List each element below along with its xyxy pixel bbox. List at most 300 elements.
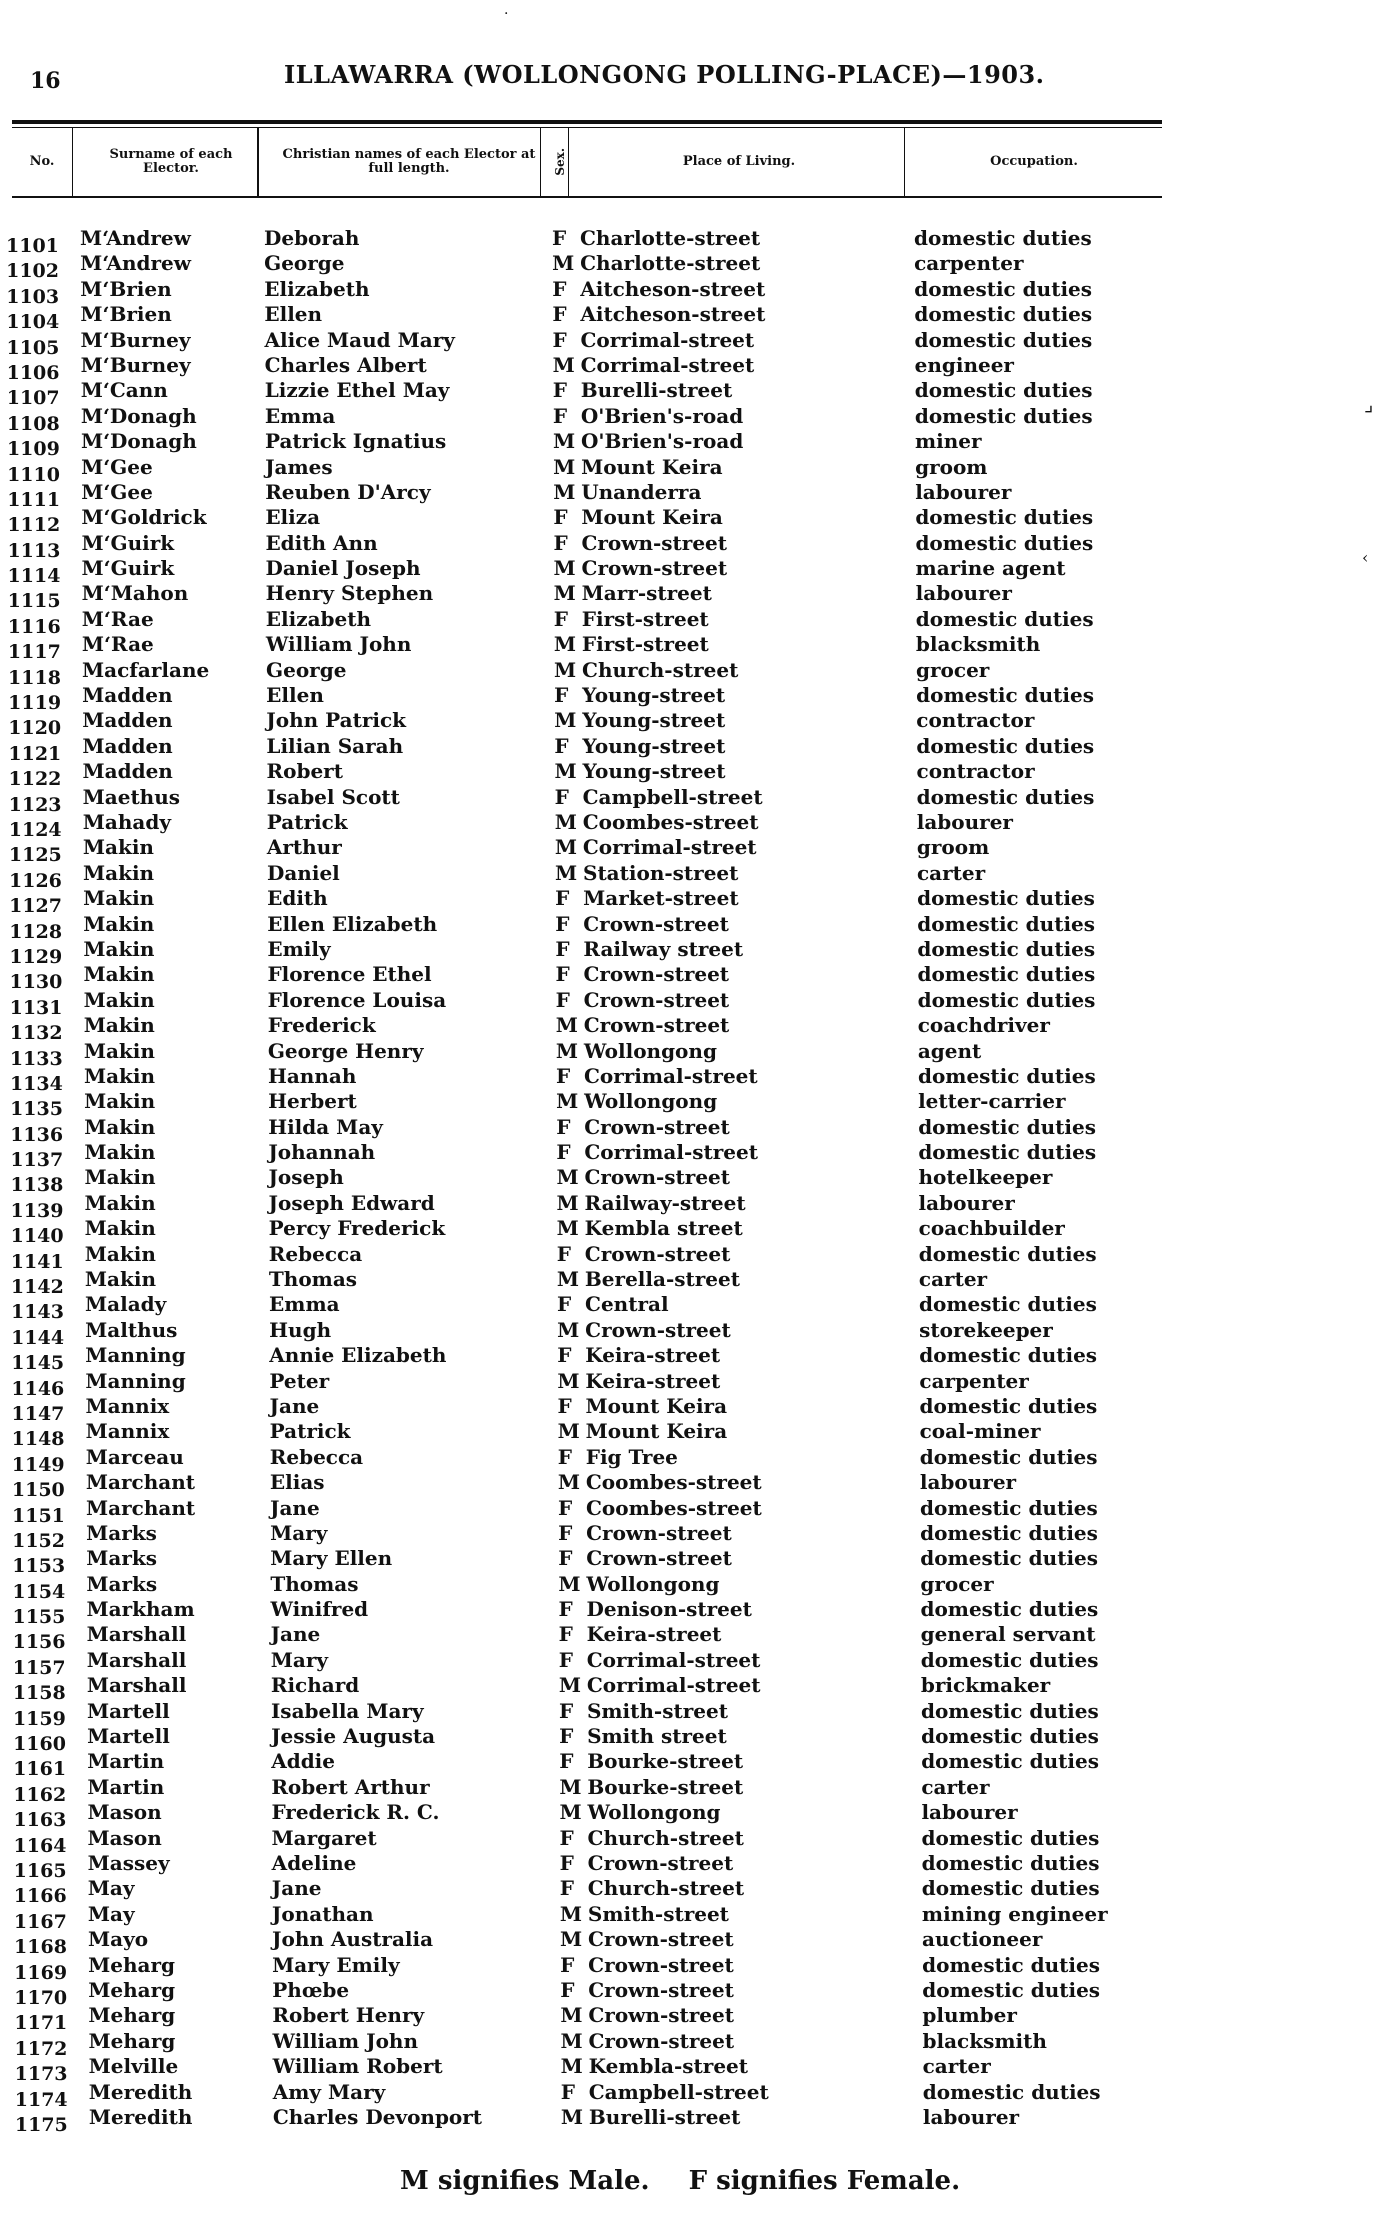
table-row [0,733,1382,765]
elector-place-of-living: Crown-street [588,2003,734,2028]
elector-sex: F [558,1647,573,1672]
elector-place-of-living: Crown-street [588,2028,735,2053]
elector-number: 1145 [11,1352,65,1375]
elector-place-of-living: Keira-street [586,1622,722,1647]
elector-occupation: domestic duties [914,226,1092,250]
elector-occupation: domestic duties [915,505,1094,530]
elector-christian-names: Deborah [264,226,360,250]
table-row [0,429,1382,461]
elector-surname: Makin [83,1013,155,1038]
elector-christian-names: John Patrick [266,708,406,733]
elector-sex: M [557,1419,580,1444]
elector-surname: May [87,1876,135,1901]
elector-sex: M [559,1800,582,1825]
elector-number: 1140 [10,1225,64,1248]
elector-number: 1106 [6,361,60,384]
elector-number: 1102 [6,260,59,283]
elector-surname: Martin [87,1774,165,1799]
table-row [0,708,1382,740]
elector-surname: Makin [83,936,155,961]
elector-christian-names: Edith [267,886,328,911]
elector-place-of-living: Kembla street [584,1216,743,1241]
elector-number: 1150 [11,1479,65,1502]
elector-occupation: mining engineer [921,1901,1108,1926]
header-divider [568,128,569,196]
elector-surname: Manning [85,1368,186,1393]
elector-place-of-living: O'Brien's-road [580,429,744,454]
elector-christian-names: Jane [271,1876,322,1901]
elector-number: 1101 [6,235,59,257]
elector-number: 1127 [9,895,62,918]
header-divider [904,128,905,196]
elector-place-of-living: Charlotte-street [580,226,761,250]
elector-christian-names: Mary Ellen [270,1546,393,1571]
elector-number: 1166 [13,1885,67,1908]
elector-place-of-living: Mount Keira [585,1419,728,1444]
elector-surname: Makin [83,886,155,911]
elector-place-of-living: Marr-street [581,581,712,606]
elector-sex: F [552,276,567,301]
elector-surname: Marshall [86,1647,187,1672]
elector-christian-names: Thomas [270,1571,359,1596]
elector-christian-names: Charles Devonport [272,2104,483,2129]
elector-christian-names: Ellen [264,302,323,327]
elector-number: 1137 [10,1149,64,1172]
elector-christian-names: George [264,251,345,276]
elector-christian-names: Daniel [267,860,340,885]
table-row [0,1495,1382,1527]
table-row [0,352,1382,384]
elector-sex: M [554,708,577,733]
elector-christian-names: Daniel Joseph [265,556,421,581]
elector-place-of-living: Crown-street [586,1520,732,1545]
elector-place-of-living: Campbell-street [588,2079,769,2104]
elector-place-of-living: Burelli-street [588,2104,741,2129]
elector-surname: Makin [84,1267,156,1292]
table-row [0,454,1382,486]
elector-place-of-living: Burelli-street [580,378,733,403]
elector-occupation: domestic duties [917,987,1096,1012]
elector-surname: Meredith [88,2104,193,2129]
elector-place-of-living: Coombes-street [582,809,759,834]
elector-christian-names: Addie [271,1749,335,1774]
elector-place-of-living: Charlotte-street [580,251,761,276]
elector-surname: Makin [84,1216,156,1241]
elector-surname: Manning [85,1343,186,1368]
table-row [0,835,1382,867]
elector-surname: M‘Burney [80,327,191,352]
elector-surname: Meredith [88,2079,193,2104]
elector-christian-names: Henry Stephen [265,581,434,606]
elector-surname: M‘Andrew [80,226,191,250]
elector-sex: M [557,1317,580,1342]
elector-sex: M [553,556,576,581]
elector-occupation: contractor [916,759,1035,784]
elector-surname: M‘Guirk [81,530,175,555]
elector-occupation: plumber [922,2003,1017,2028]
margin-mark: ⌟ [1364,392,1374,416]
elector-christian-names: Frederick R. C. [271,1800,440,1825]
elector-occupation: coachdriver [917,1013,1050,1038]
elector-place-of-living: Crown-street [581,530,728,555]
elector-occupation: domestic duties [916,733,1095,758]
sex-legend [400,2166,990,2196]
elector-sex: F [556,1140,571,1165]
table-row [0,987,1382,1019]
elector-surname: Makin [84,1140,156,1165]
elector-surname: M‘Goldrick [81,505,207,530]
elector-christian-names: Charles Albert [264,352,427,377]
elector-sex: M [560,2054,583,2079]
table-row [0,759,1382,791]
elector-number: 1151 [12,1504,65,1527]
elector-surname: Martell [87,1724,170,1749]
elector-surname: M‘Andrew [80,251,191,276]
elector-sex: M [560,1927,583,1952]
header-surname: Surname of each Elector. [109,147,233,176]
elector-number: 1156 [12,1631,66,1654]
elector-sex: M [559,1774,582,1799]
elector-occupation: labourer [918,1190,1015,1215]
elector-number: 1165 [13,1860,67,1882]
elector-number: 1119 [8,692,62,715]
table-row [0,1851,1382,1882]
elector-place-of-living: Crown-street [588,1952,734,1977]
elector-number: 1171 [14,2012,68,2035]
elector-surname: Makin [83,1063,156,1088]
elector-christian-names: Elizabeth [264,276,370,301]
elector-number: 1120 [8,717,62,740]
elector-christian-names: Hilda May [268,1114,383,1139]
elector-place-of-living: Market-street [583,886,739,911]
table-row [0,1190,1382,1222]
elector-christian-names: Emily [267,936,331,961]
elector-sex: M [556,1216,579,1241]
elector-place-of-living: Crown-street [583,911,729,936]
elector-occupation: labourer [916,809,1013,834]
elector-place-of-living: Denison-street [586,1597,752,1622]
elector-number: 1170 [14,1986,68,2009]
table-row [0,1774,1382,1806]
elector-sex: M [560,2028,583,2053]
elector-place-of-living: Aitcheson-street [580,276,766,301]
header-place: Place of Living. [682,154,796,169]
elector-sex: M [554,759,577,784]
table-row [0,1622,1382,1654]
table-row [0,1317,1382,1349]
elector-place-of-living: First-street [581,606,709,631]
elector-occupation: blacksmith [922,2028,1047,2053]
elector-surname: Makin [82,835,154,860]
elector-occupation: labourer [915,479,1012,504]
elector-occupation: labourer [921,1800,1018,1825]
elector-occupation: domestic duties [917,886,1095,911]
elector-sex: F [552,378,567,403]
table-row [0,302,1382,334]
elector-number: 1118 [8,666,61,689]
table-row [0,2003,1382,2035]
elector-surname: M‘Mahon [81,581,189,606]
elector-place-of-living: Crown-street [586,1546,732,1571]
elector-christian-names: Eliza [265,505,321,530]
elector-place-of-living: Church-street [582,657,739,682]
print-speck: · [504,6,509,22]
elector-number: 1167 [13,1910,67,1933]
elector-surname: Martin [87,1749,165,1774]
elector-occupation: agent [917,1038,982,1063]
elector-place-of-living: Kembla-street [588,2054,749,2079]
elector-occupation: blacksmith [915,632,1041,657]
elector-sex: F [558,1520,573,1545]
elector-sex: F [555,962,570,987]
elector-surname: M‘Rae [81,606,154,631]
elector-surname: Markham [86,1597,195,1622]
elector-number: 1144 [11,1326,65,1349]
elector-sex: F [553,530,568,555]
elector-surname: M‘Rae [81,632,154,657]
elector-occupation: domestic duties [915,530,1094,555]
elector-place-of-living: Crown-street [583,987,730,1012]
elector-number: 1164 [13,1834,67,1857]
elector-christian-names: Emma [269,1292,340,1317]
elector-occupation: domestic duties [922,2079,1101,2104]
elector-place-of-living: Crown-street [581,556,728,581]
elector-place-of-living: Crown-street [588,1927,734,1952]
elector-surname: M‘Gee [81,454,153,479]
elector-occupation: domestic duties [920,1520,1098,1545]
elector-surname: Makin [84,1089,156,1114]
elector-surname: Marshall [86,1622,187,1647]
elector-occupation: domestic duties [919,1343,1098,1368]
elector-place-of-living: Church-street [587,1825,744,1850]
elector-surname: Makin [83,987,155,1012]
elector-surname: Makin [84,1114,156,1139]
elector-occupation: marine agent [915,556,1066,581]
table-row [0,1419,1382,1451]
elector-place-of-living: Church-street [587,1876,745,1901]
elector-surname: Marks [86,1571,158,1596]
elector-sex: F [552,327,567,352]
elector-surname: Marks [86,1520,157,1545]
elector-sex: M [558,1571,581,1596]
elector-surname: Marshall [86,1673,187,1698]
elector-place-of-living: Central [585,1292,669,1317]
elector-number: 1143 [11,1301,64,1324]
elector-christian-names: Florence Louisa [267,987,447,1012]
elector-place-of-living: Crown-street [585,1317,731,1342]
elector-number: 1142 [10,1276,64,1299]
elector-occupation: carter [922,2054,991,2079]
table-row [0,1038,1382,1070]
elector-number: 1147 [11,1402,65,1425]
margin-mark: ‹ [1362,548,1369,567]
elector-surname: Makin [84,1190,156,1215]
elector-place-of-living: Corrimal-street [583,1063,758,1088]
elector-surname: May [87,1901,135,1926]
table-row [0,1241,1382,1273]
elector-number: 1148 [11,1428,65,1451]
elector-sex: F [557,1343,572,1368]
elector-sex: M [553,632,577,657]
elector-christian-names: Lizzie Ethel May [264,378,450,403]
elector-number: 1138 [10,1174,64,1197]
elector-occupation: carter [917,860,986,885]
elector-sex: F [558,1698,574,1723]
table-row [0,1647,1382,1679]
elector-number: 1169 [14,1961,68,1984]
elector-number: 1105 [6,336,60,359]
table-row [0,1368,1382,1400]
elector-occupation: domestic duties [916,683,1094,708]
elector-number: 1157 [12,1656,66,1679]
elector-surname: Massey [87,1851,170,1875]
elector-surname: Makin [83,911,155,936]
elector-occupation: grocer [920,1571,994,1596]
elector-sex: M [560,2003,583,2028]
elector-christian-names: Mary [270,1520,328,1545]
elector-christian-names: Lilian Sarah [266,733,404,758]
elector-sex: F [553,606,568,631]
elector-christian-names: Thomas [268,1267,358,1292]
elector-occupation: hotelkeeper [918,1165,1053,1190]
elector-christian-names: William John [272,2028,418,2053]
elector-place-of-living: Mount Keira [581,505,723,530]
elector-occupation: carter [918,1267,988,1292]
elector-christian-names: Ellen [266,683,324,708]
elector-sex: M [559,1901,583,1926]
elector-occupation: domestic duties [918,1241,1097,1266]
elector-christian-names: George Henry [267,1038,424,1063]
table-row [0,1673,1382,1705]
elector-christian-names: James [265,454,333,479]
elector-christian-names: Jessie Augusta [271,1724,436,1749]
elector-number: 1154 [12,1580,66,1603]
elector-place-of-living: Coombes-street [586,1495,762,1520]
table-row [0,1546,1382,1578]
elector-place-of-living: Wollongong [583,1038,717,1063]
elector-christian-names: Arthur [266,835,342,860]
elector-sex: M [558,1673,581,1698]
elector-place-of-living: Corrimal-street [580,327,755,352]
elector-surname: Mason [87,1825,162,1850]
table-row [0,1520,1382,1552]
elector-sex: M [554,809,577,834]
elector-place-of-living: Mount Keira [581,454,723,479]
elector-occupation: groom [916,835,990,860]
table-row [0,1800,1382,1832]
elector-surname: M‘Donagh [80,429,197,454]
elector-place-of-living: Mount Keira [585,1393,728,1418]
elector-number: 1107 [6,387,60,410]
elector-place-of-living: Corrimal-street [584,1140,758,1165]
elector-occupation: auctioneer [922,1927,1043,1952]
elector-surname: Mannix [85,1393,170,1418]
elector-place-of-living: Crown-street [584,1114,730,1139]
table-row [0,1901,1382,1933]
elector-place-of-living: Railway street [583,936,744,961]
elector-number: 1146 [11,1377,65,1400]
table-row [0,886,1382,918]
table-row [0,1393,1382,1425]
elector-christian-names: Winifred [270,1597,369,1622]
elector-place-of-living: Smith street [587,1724,727,1749]
elector-number: 1134 [9,1072,63,1095]
table-row [0,251,1382,283]
elector-number: 1135 [10,1098,63,1121]
elector-place-of-living: Fig Tree [585,1444,678,1469]
elector-sex: M [554,657,577,682]
elector-sex: F [552,226,567,250]
elector-surname: Malthus [85,1317,178,1342]
elector-number: 1128 [9,920,63,943]
elector-christian-names: Patrick Ignatius [264,429,447,454]
elector-number: 1136 [10,1123,64,1146]
elector-surname: Madden [82,683,173,708]
elector-number: 1159 [12,1707,66,1730]
table-row [0,1927,1382,1959]
elector-number: 1173 [14,2063,68,2086]
elector-sex: F [554,784,569,809]
elector-sex: F [557,1444,572,1469]
table-row [0,327,1382,359]
header-rule [12,120,1162,124]
table-row [0,530,1382,562]
elector-place-of-living: Young-street [582,759,726,784]
elector-number: 1124 [8,818,62,841]
elector-occupation: domestic duties [919,1393,1098,1418]
elector-number: 1129 [9,945,63,968]
elector-christian-names: Hannah [267,1063,357,1088]
elector-number: 1117 [7,641,61,664]
elector-sex: F [558,1597,573,1622]
header-occupation: Occupation. [990,154,1078,169]
elector-sex: F [553,505,568,530]
elector-occupation: domestic duties [917,936,1096,961]
elector-sex: F [555,886,570,911]
elector-occupation: domestic duties [914,403,1093,428]
elector-place-of-living: Railway-street [584,1190,746,1215]
elector-place-of-living: Corrimal-street [586,1673,761,1698]
elector-place-of-living: Station-street [583,860,739,885]
table-row [0,860,1382,892]
elector-occupation: coachbuilder [918,1216,1065,1241]
elector-christian-names: Rebecca [268,1241,363,1266]
elector-place-of-living: Berella-street [584,1267,740,1292]
elector-place-of-living: Bourke-street [587,1749,744,1774]
elector-sex: M [556,1089,579,1114]
elector-christian-names: Annie Elizabeth [269,1343,447,1368]
elector-number: 1158 [12,1682,66,1705]
elector-sex: F [559,1876,574,1901]
elector-sex: F [554,683,569,708]
header-sex: Sex. [553,148,567,176]
elector-surname: Malady [85,1292,167,1317]
elector-christian-names: John Australia [272,1927,434,1952]
elector-occupation: engineer [914,352,1014,377]
elector-number: 1149 [11,1453,65,1476]
header-divider [72,128,73,196]
elector-surname: Makin [83,962,155,987]
elector-place-of-living: Crown-street [583,962,730,987]
elector-sex: F [559,1749,574,1774]
table-row [0,606,1382,638]
elector-occupation: domestic duties [922,1952,1100,1977]
elector-surname: Mahady [82,809,171,834]
elector-occupation: letter-carrier [918,1089,1066,1114]
elector-sex: M [560,2104,584,2129]
elector-occupation: domestic duties [921,1724,1099,1749]
table-row [0,1292,1382,1324]
